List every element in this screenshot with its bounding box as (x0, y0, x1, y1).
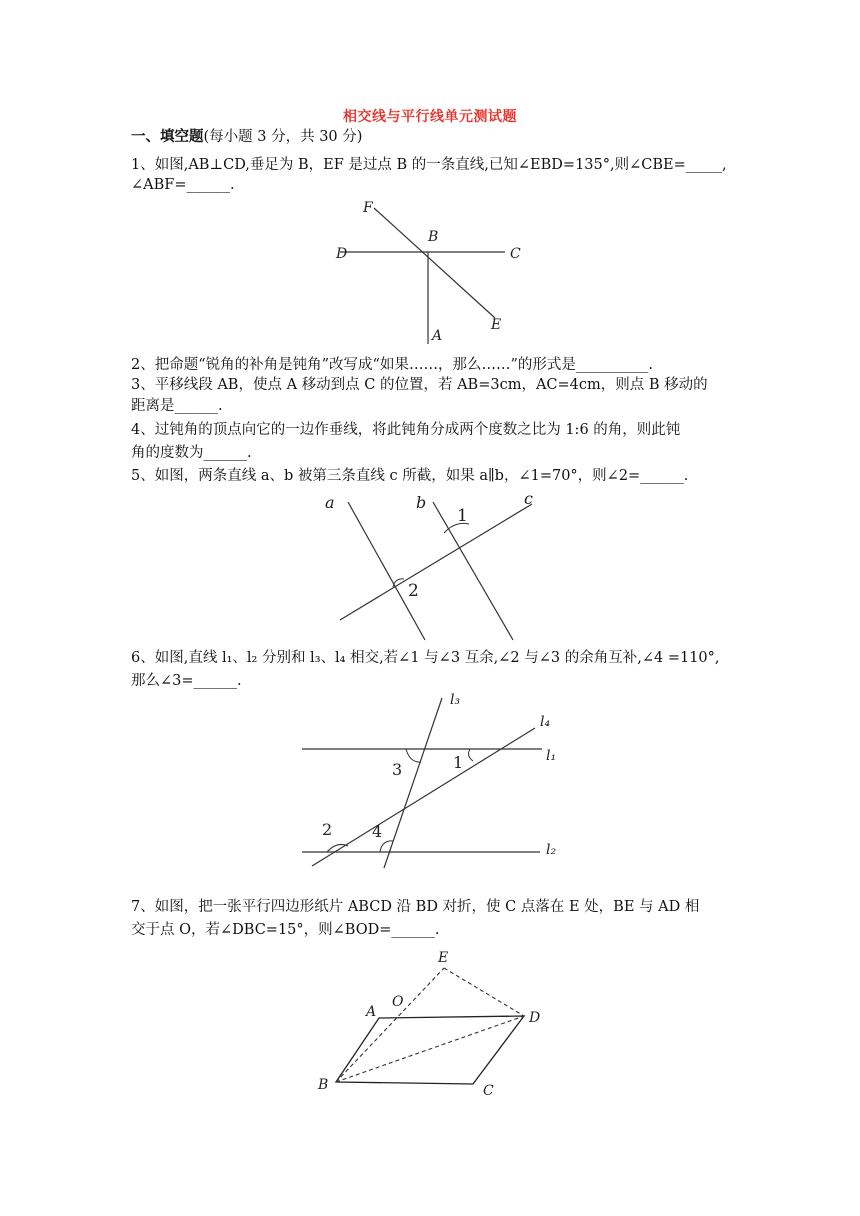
label-angle-3: 3 (392, 760, 403, 779)
label-e: E (491, 317, 502, 333)
q5-text-line1: 5、如图，两条直线 a、b 被第三条直线 c 所截，如果 a∥b，∠1=70°，则∠2=______. (131, 468, 689, 484)
line-ed (444, 968, 524, 1016)
label-c: C (510, 246, 521, 262)
label-l2: l₂ (546, 842, 557, 858)
angle-3-arc (406, 749, 421, 762)
q7-text-line2: 交于点 O，若∠DBC=15°，则∠BOD=______. (131, 922, 440, 938)
label-b: b (416, 493, 427, 512)
label-a: A (366, 1004, 377, 1020)
q2-text-line1: 2、把命题“锐角的补角是钝角”改写成“如果……，那么……”的形式是__________. (131, 357, 653, 373)
q7-text-line1: 7、如图，把一张平行四边形纸片 ABCD 沿 BD 对折，使 C 点落在 E 处，BE 与 AD 相 (131, 899, 700, 915)
q1-figure (330, 196, 530, 346)
q6-text-line1: 6、如图,直线 l₁、l₂ 分别和 l₃、l₄ 相交,若∠1 与∠3 互余,∠2 与∠3 的余角互补,∠4 =110°, (131, 650, 720, 666)
line-a (348, 502, 425, 640)
label-a: a (325, 493, 335, 512)
label-c: C (483, 1083, 494, 1099)
label-angle-1: 1 (457, 506, 468, 526)
label-b: B (318, 1077, 329, 1093)
section-heading (131, 127, 362, 147)
label-angle-4: 4 (372, 822, 383, 841)
label-c: c (524, 489, 533, 508)
label-e: E (438, 950, 449, 966)
q5-figure (320, 488, 550, 643)
section-title: 一、填空题 (131, 128, 204, 145)
label-d: D (529, 1010, 541, 1026)
label-angle-2: 2 (322, 820, 333, 839)
page-title: 相交线与平行线单元测试题 (343, 109, 517, 125)
line-l3 (384, 698, 442, 868)
section-note: (每小题 3 分，共 30 分) (203, 129, 363, 145)
label-d: D (336, 246, 348, 262)
q6-figure (300, 688, 600, 884)
label-angle-2: 2 (408, 581, 419, 601)
line-be (336, 968, 444, 1082)
label-l4: l₄ (540, 714, 551, 730)
q3-text-line1: 3、平移线段 AB，使点 A 移动到点 C 的位置，若 AB=3cm，AC=4cm，则点 B 移动的 (131, 377, 708, 393)
label-l3: l₃ (450, 692, 461, 708)
label-l1: l₁ (546, 748, 557, 764)
label-a: A (432, 328, 443, 344)
q3-text-line2: 距离是______. (131, 398, 223, 414)
angle-1-arc (469, 749, 473, 761)
line-fe (374, 208, 495, 318)
label-f: F (363, 200, 373, 216)
q7-figure (310, 946, 560, 1106)
label-b: B (428, 229, 439, 245)
q4-text-line1: 4、过钝角的顶点向它的一边作垂线，将此钝角分成两个度数之比为 1:6 的角，则此钝 (131, 422, 681, 438)
q1-text-line2: ∠ABF=______. (131, 177, 235, 193)
label-o: O (392, 994, 404, 1010)
label-angle-1: 1 (453, 753, 464, 772)
q6-text-line2: 那么∠3=______. (131, 673, 242, 689)
q4-text-line2: 角的度数为______. (131, 445, 252, 461)
line-bd (336, 1016, 524, 1082)
q1-text-line1: 1、如图,AB⊥CD,垂足为 B，EF 是过点 B 的一条直线,已知∠EBD=135°,则∠CBE=_____, (131, 157, 727, 173)
line-c (340, 504, 532, 620)
